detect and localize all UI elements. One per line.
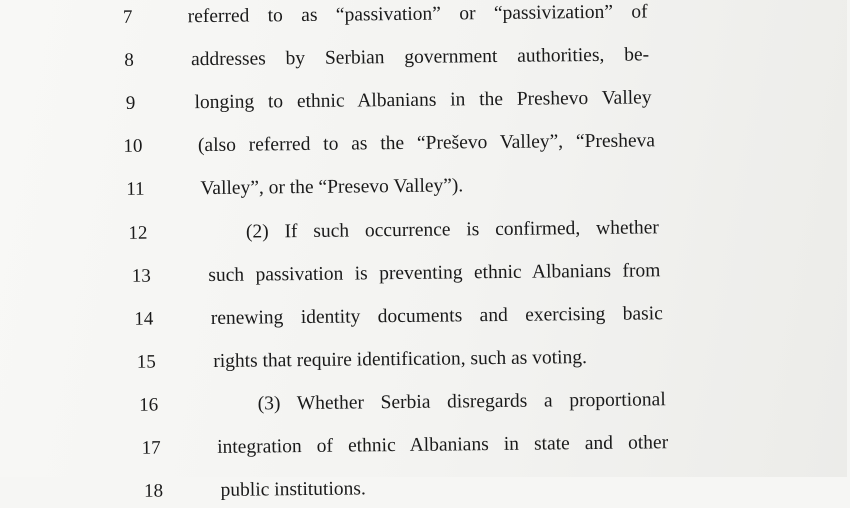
line-text: rights that require identification, such as voting. — [213, 347, 588, 372]
line-13 — [0, 254, 847, 293]
line-number: 15 — [136, 351, 156, 373]
line-text: integration of ethnic Albanians in state and other — [217, 432, 669, 458]
line-number: 7 — [122, 6, 133, 28]
line-12 — [0, 211, 847, 250]
line-text: public institutions. — [220, 478, 366, 501]
line-number: 18 — [144, 480, 164, 502]
line-number: 17 — [141, 437, 161, 459]
line-14 — [1, 297, 848, 336]
line-9 — [0, 81, 846, 120]
line-number: 8 — [124, 49, 134, 71]
line-number: 10 — [123, 135, 143, 157]
line-10 — [0, 124, 846, 163]
line-text: longing to ethnic Albanians in the Preshevo Valley — [194, 87, 652, 114]
line-7 — [0, 0, 845, 34]
line-15 — [1, 340, 848, 379]
line-11 — [0, 167, 847, 206]
line-text: (3) Whether Serbia disregards a proportional — [257, 389, 666, 415]
line-text: renewing identity documents and exercising basic — [210, 303, 663, 329]
line-18 — [2, 469, 849, 508]
line-number: 11 — [126, 178, 145, 200]
line-text: (also referred to as the “Preševo Valley”, “Presheva — [197, 130, 656, 157]
line-text: referred to as “passivation” or “passivization” of — [187, 1, 648, 28]
line-text: such passivation is preventing ethnic Albanians from — [208, 260, 661, 287]
line-number: 12 — [128, 222, 148, 244]
line-number: 9 — [125, 92, 136, 114]
line-text: Valley”, or the “Presevo Valley”). — [200, 175, 464, 200]
line-8 — [0, 38, 845, 77]
line-text: (2) If such occurrence is confirmed, whether — [245, 217, 659, 243]
line-17 — [2, 426, 849, 465]
line-number: 16 — [139, 394, 159, 416]
line-16 — [2, 383, 849, 422]
line-text: addresses by Serbian government authorities, be- — [190, 44, 650, 71]
line-number: 13 — [131, 265, 151, 287]
line-number: 14 — [134, 308, 154, 330]
